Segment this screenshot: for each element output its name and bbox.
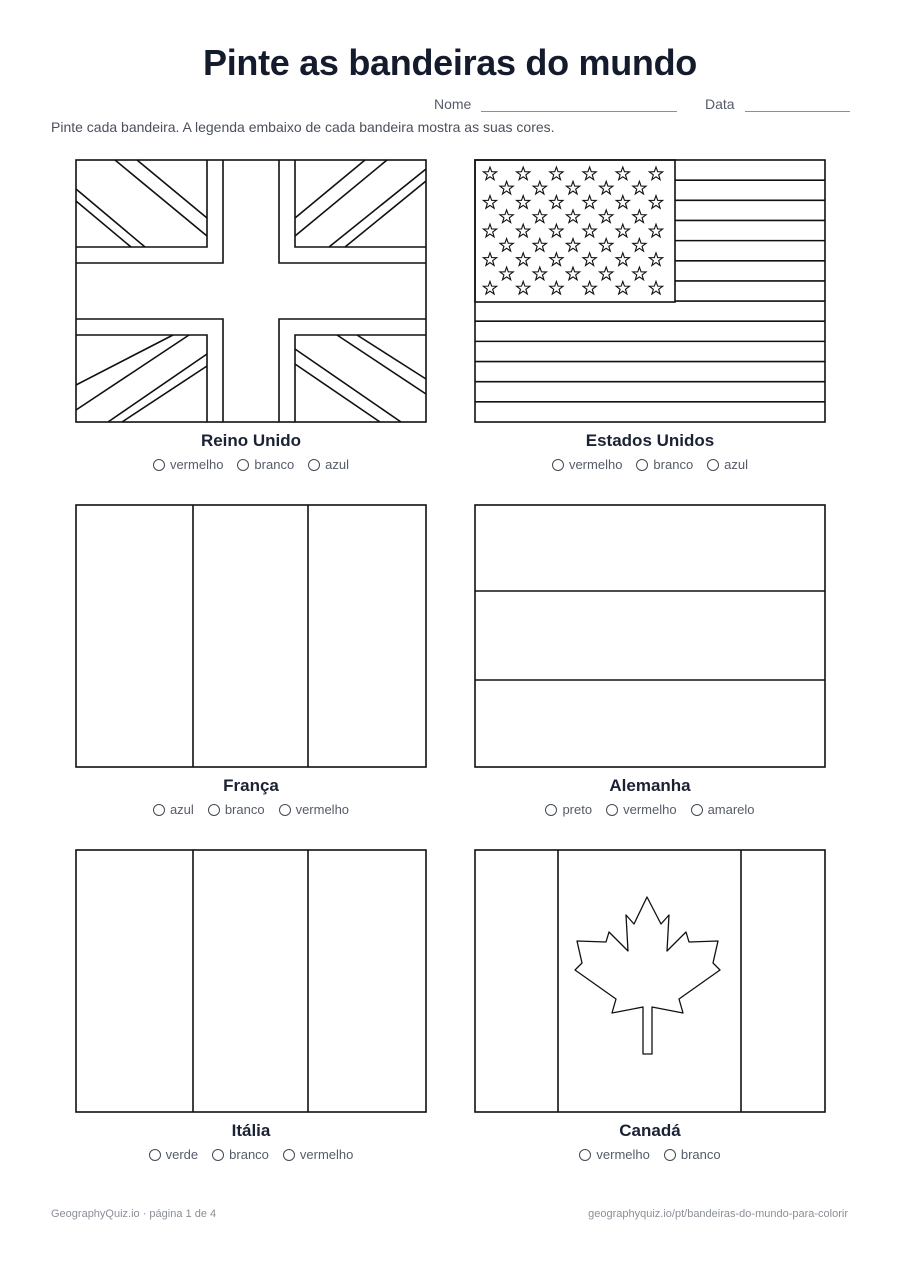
color-legend	[474, 457, 826, 472]
legend-label: branco	[254, 457, 295, 472]
legend-label: branco	[680, 1147, 721, 1162]
legend-label: preto	[562, 802, 593, 817]
flag-card-italia	[75, 849, 427, 1162]
flag-card-franca	[75, 504, 427, 817]
flag-canada[interactable]	[474, 849, 826, 1113]
flag-card-reino-unido	[75, 159, 427, 472]
circle-icon	[283, 1149, 295, 1161]
circle-icon	[153, 804, 165, 816]
date-line[interactable]	[745, 96, 850, 112]
legend-item[interactable]	[664, 1147, 721, 1162]
legend-item[interactable]	[707, 457, 748, 472]
legend-label: vermelho	[568, 457, 623, 472]
circle-icon	[579, 1149, 591, 1161]
instructions: Pinte cada bandeira. A legenda embaixo de cada bandeira mostra as suas cores.	[51, 119, 555, 135]
color-legend	[75, 1147, 427, 1162]
legend-label: vermelho	[299, 1147, 354, 1162]
color-legend	[474, 802, 826, 817]
circle-icon	[691, 804, 703, 816]
legend-item[interactable]	[153, 457, 223, 472]
circle-icon	[545, 804, 557, 816]
legend-item[interactable]	[283, 1147, 353, 1162]
legend-item[interactable]	[208, 802, 265, 817]
flag-card-alemanha	[474, 504, 826, 817]
maple-leaf-icon	[575, 897, 720, 1054]
footer-page-info: GeographyQuiz.io · página 1 de 4	[51, 1208, 217, 1220]
legend-item[interactable]	[237, 457, 294, 472]
legend-item[interactable]	[691, 802, 755, 817]
legend-item[interactable]	[545, 802, 592, 817]
circle-icon	[153, 459, 165, 471]
flag-title: Reino Unido	[200, 431, 302, 450]
legend-label: branco	[224, 802, 265, 817]
legend-item[interactable]	[552, 457, 622, 472]
flag-title: Itália	[231, 1121, 271, 1140]
legend-item[interactable]	[308, 457, 349, 472]
circle-icon	[606, 804, 618, 816]
circle-icon	[707, 459, 719, 471]
flag-alemanha[interactable]	[474, 504, 826, 768]
flag-title: Canadá	[619, 1121, 681, 1140]
flag-franca[interactable]	[75, 504, 427, 768]
name-label: Nome	[434, 96, 472, 112]
color-legend	[474, 1147, 826, 1162]
legend-label: azul	[724, 457, 749, 472]
circle-icon	[308, 459, 320, 471]
flag-title: Estados Unidos	[585, 431, 715, 450]
flag-title: França	[223, 776, 279, 795]
flag-italia[interactable]	[75, 849, 427, 1113]
circle-icon	[237, 459, 249, 471]
legend-item[interactable]	[279, 802, 349, 817]
color-legend	[75, 457, 427, 472]
footer-url[interactable]: geographyquiz.io/pt/bandeiras-do-mundo-para-colorir	[588, 1208, 848, 1220]
legend-item[interactable]	[636, 457, 693, 472]
flag-estados-unidos[interactable]	[474, 159, 826, 423]
circle-icon	[279, 804, 291, 816]
flag-card-canada	[474, 849, 826, 1162]
legend-label: vermelho	[596, 1147, 650, 1162]
legend-item[interactable]	[579, 1147, 649, 1162]
legend-label: vermelho	[169, 457, 224, 472]
name-line[interactable]	[481, 96, 677, 112]
circle-icon	[149, 1149, 161, 1161]
flag-reino-unido[interactable]	[75, 159, 427, 423]
date-field[interactable]	[705, 96, 850, 112]
legend-label: azul	[169, 802, 194, 817]
flag-card-estados-unidos	[474, 159, 826, 472]
circle-icon	[552, 459, 564, 471]
legend-item[interactable]	[149, 1147, 199, 1162]
legend-label: vermelho	[295, 802, 350, 817]
circle-icon	[636, 459, 648, 471]
legend-item[interactable]	[212, 1147, 269, 1162]
name-field[interactable]	[434, 96, 677, 112]
legend-label: branco	[653, 457, 694, 472]
date-label: Data	[705, 96, 735, 112]
legend-label: verde	[165, 1147, 199, 1162]
page-title: Pinte as bandeiras do mundo	[203, 42, 697, 83]
flag-title: Alemanha	[609, 776, 691, 795]
legend-label: branco	[229, 1147, 269, 1162]
legend-item[interactable]	[606, 802, 676, 817]
circle-icon	[664, 1149, 676, 1161]
color-legend	[75, 802, 427, 817]
circle-icon	[208, 804, 220, 816]
circle-icon	[212, 1149, 224, 1161]
legend-label: vermelho	[623, 802, 677, 817]
legend-label: amarelo	[707, 802, 755, 817]
legend-item[interactable]	[153, 802, 194, 817]
legend-label: azul	[325, 457, 350, 472]
